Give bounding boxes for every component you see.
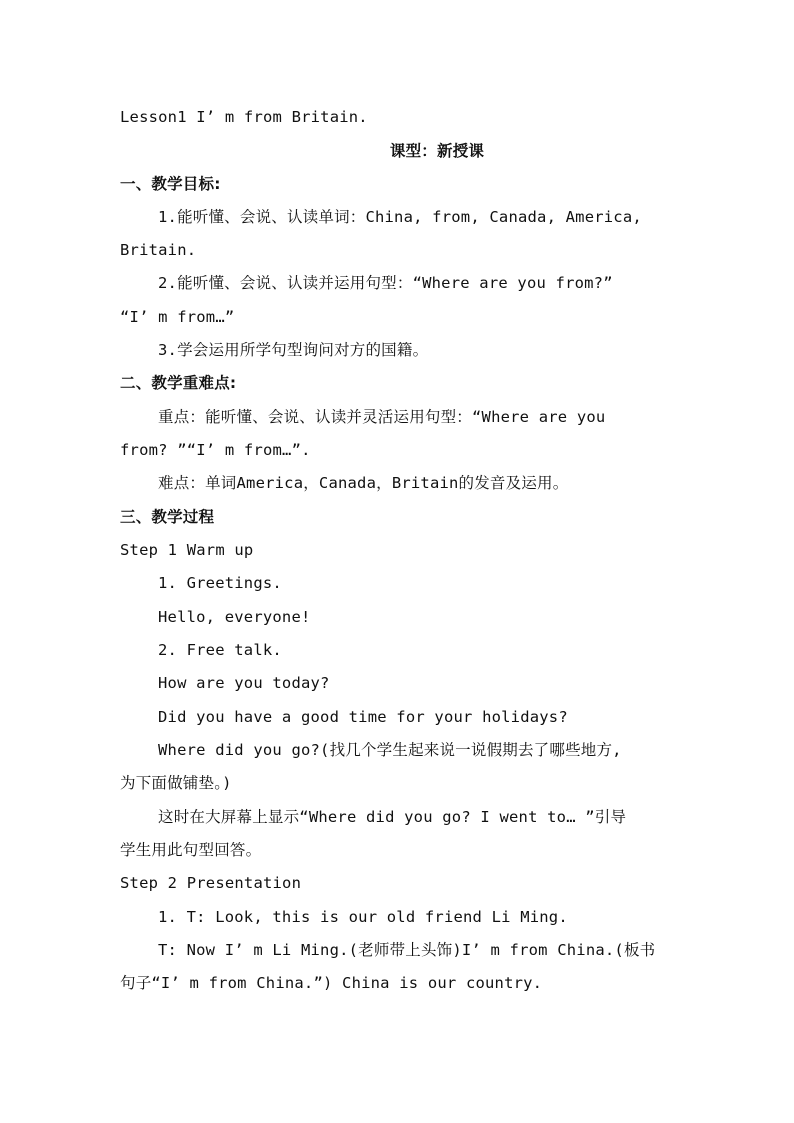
lesson-title: Lesson1 I’ m from Britain.	[120, 108, 368, 126]
step-1-where-line-2: 为下面做铺垫。)	[120, 774, 232, 792]
objective-3: 3.学会运用所学句型询问对方的国籍。	[158, 341, 429, 359]
key-point-line-1: 重点：能听懂、会说、认读并灵活运用句型：“Where are you	[158, 408, 606, 426]
step-1-greetings: 1. Greetings.	[158, 574, 282, 592]
step-2-look: 1. T: Look, this is our old friend Li Ming.	[158, 908, 568, 926]
objective-1-line-2: Britain.	[120, 241, 197, 259]
step-2-heading: Step 2 Presentation	[120, 874, 302, 892]
section-heading-objectives: 一、教学目标:	[120, 175, 221, 193]
key-point-line-2: from? ”“I’ m from…”.	[120, 441, 311, 459]
objective-2-line-2: “I’ m from…”	[120, 308, 235, 326]
lesson-type: 课型：新授课	[389, 142, 485, 160]
step-1-where-line-1: Where did you go?(找几个学生起来说一说假期去了哪些地方,	[158, 741, 622, 759]
step-1-heading: Step 1 Warm up	[120, 541, 254, 559]
step-1-holidays: Did you have a good time for your holidays?	[158, 708, 568, 726]
objective-2-line-1: 2.能听懂、会说、认读并运用句型：“Where are you from?”	[158, 274, 613, 292]
section-heading-key-points: 二、教学重难点:	[120, 374, 237, 392]
section-heading-process: 三、教学过程	[120, 508, 215, 526]
objective-1-line-1: 1.能听懂、会说、认读单词：China, from, Canada, America,	[158, 208, 642, 226]
step-1-hello: Hello, everyone!	[158, 608, 311, 626]
step-1-screen-line-1: 这时在大屏幕上显示“Where did you go? I went to… ”引导	[158, 808, 627, 826]
step-2-sentence: 句子“I’ m from China.”) China is our country.	[120, 974, 543, 992]
step-1-free-talk: 2. Free talk.	[158, 641, 282, 659]
step-1-how-are-you: How are you today?	[158, 674, 330, 692]
step-1-screen-line-2: 学生用此句型回答。	[120, 841, 262, 859]
step-2-now: T: Now I’ m Li Ming.(老师带上头饰)I’ m from China.(板书	[158, 941, 656, 959]
difficult-point: 难点：单词America，Canada，Britain的发音及运用。	[158, 474, 569, 492]
